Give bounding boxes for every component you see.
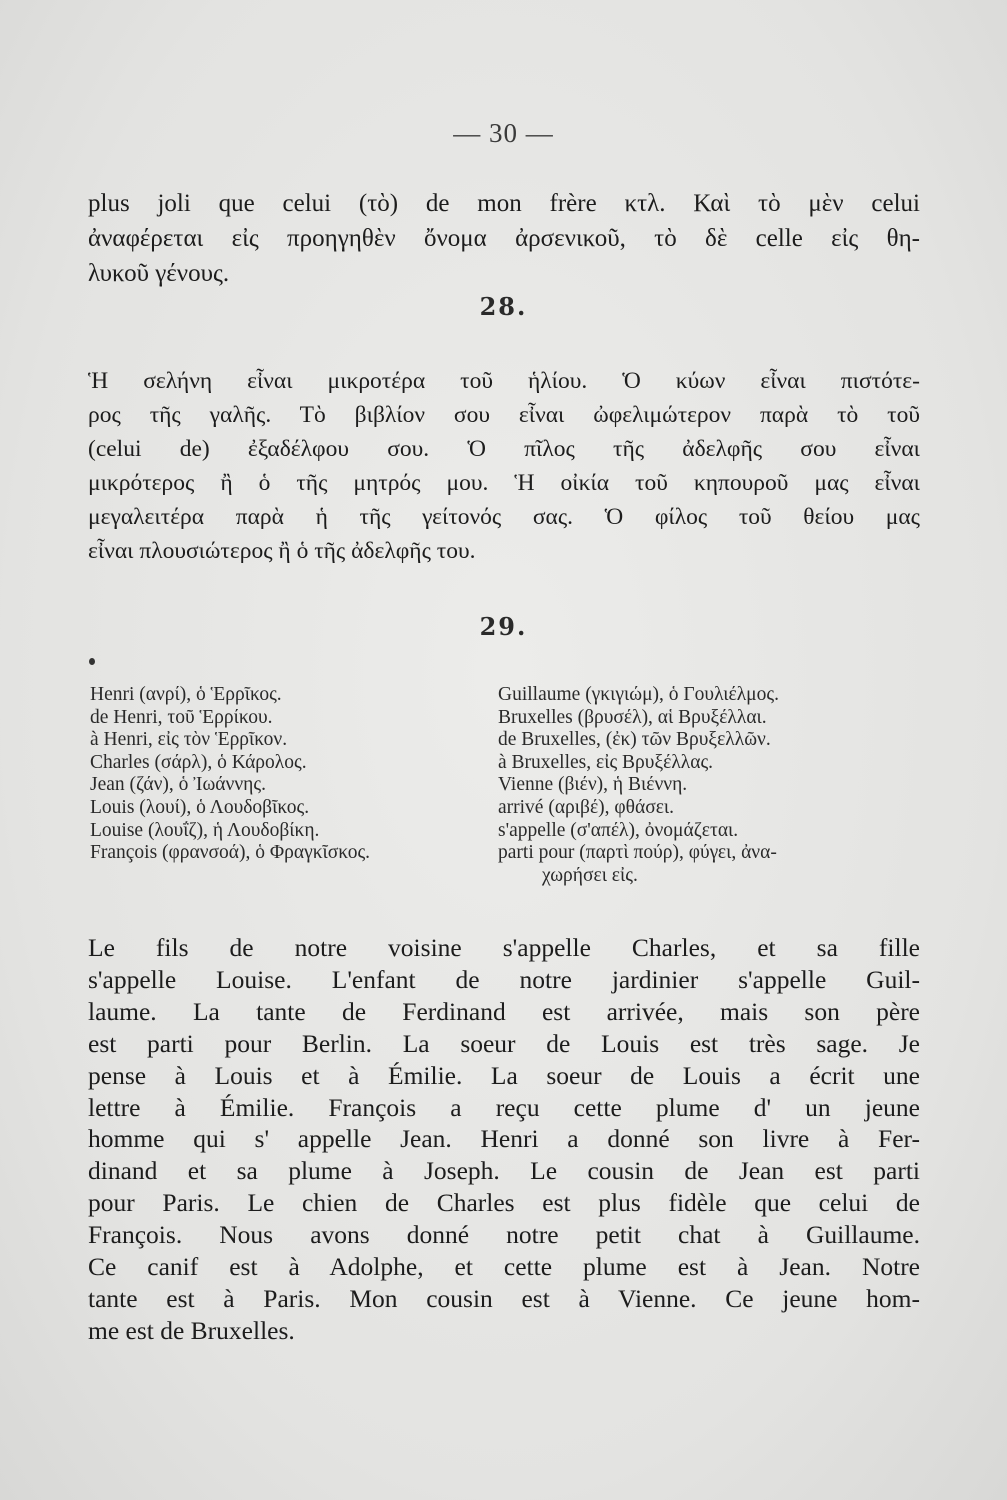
section-28-line: μεγαλειτέρα παρὰ ἡ τῆς γείτονός σας. Ὁ φίλος τοῦ θείου μας bbox=[88, 504, 920, 530]
exercise-line: lettre à Émilie. François a reçu cette plume d' un jeune bbox=[88, 1092, 920, 1122]
vocab-entry: Jean (ζάν), ὁ Ἰωάννης. bbox=[90, 774, 266, 796]
vocab-entry: Louise (λουΐζ), ἡ Λουδοβίκη. bbox=[90, 819, 320, 841]
section-29-heading: 29. bbox=[479, 612, 528, 641]
exercise-line: est parti pour Berlin. La soeur de Louis est très sage. Je bbox=[88, 1028, 920, 1058]
vocab-entry: χωρήσει εἰς. bbox=[542, 864, 638, 886]
vocab-entry: arrivé (αριβέ), φθάσει. bbox=[498, 796, 675, 818]
exercise-line: pense à Louis et à Émilie. La soeur de Louis a écrit une bbox=[88, 1060, 920, 1090]
exercise-line: homme qui s' appelle Jean. Henri a donné son livre à Fer- bbox=[88, 1124, 920, 1154]
vocab-entry: de Henri, τοῦ Ἑρρίκου. bbox=[90, 706, 273, 728]
exercise-line: dinand et sa plume à Joseph. Le cousin de Jean est parti bbox=[88, 1156, 920, 1186]
page-number: — 30 — bbox=[453, 118, 554, 148]
vocab-list-left bbox=[90, 684, 490, 865]
exercise-paragraph bbox=[88, 932, 920, 1347]
exercise-line: me est de Bruxelles. bbox=[88, 1315, 295, 1345]
exercise-line: laume. La tante de Ferdinand est arrivée, mais son père bbox=[88, 996, 920, 1026]
exercise-line: tante est à Paris. Mon cousin est à Vienne. Ce jeune hom- bbox=[88, 1283, 920, 1313]
exercise-line: Ce canif est à Adolphe, et cette plume est à Jean. Notre bbox=[88, 1252, 920, 1282]
exercise-line: s'appelle Louise. L'enfant de notre jardinier s'appelle Guil- bbox=[88, 964, 920, 994]
vocab-entry: Vienne (βιέν), ἡ Βιέννη. bbox=[498, 774, 688, 796]
section-28-heading: 28. bbox=[479, 292, 528, 321]
vocab-entry: s'appelle (σ'απέλ), ὀνομάζεται. bbox=[498, 819, 739, 841]
vocab-entry: Louis (λουί), ὁ Λουδοβῖκος. bbox=[90, 796, 310, 818]
section-28-line: μικρότερος ἢ ὁ τῆς μητρός μου. Ἡ οἰκία τοῦ κηπουροῦ μας εἶναι bbox=[88, 470, 920, 496]
vocab-entry: de Bruxelles, (ἐκ) τῶν Βρυξελλῶν. bbox=[498, 729, 771, 751]
exercise-line: François. Nous avons donné notre petit chat à Guillaume. bbox=[88, 1220, 920, 1250]
section-28-line: (celui de) ἐξαδέλφου σου. Ὁ πῖλος τῆς ἀδελφῆς σου εἶναι bbox=[88, 436, 920, 462]
intro-line: ἀναφέρεται εἰς προηγηθὲν ὄνομα ἀρσενικοῦ, τὸ δὲ celle εἰς θη- bbox=[88, 225, 920, 252]
vocab-entry: Henri (ανρί), ὁ Ἑρρῖκος. bbox=[90, 684, 282, 705]
section-28-line: Ἡ σελήνη εἶναι μικροτέρα τοῦ ἡλίου. Ὁ κύων εἶναι πιστότε- bbox=[88, 368, 920, 394]
section-28-line: ρος τῆς γαλῆς. Τὸ βιβλίον σου εἶναι ὠφελιμώτερον παρὰ τὸ τοῦ bbox=[88, 402, 920, 428]
exercise-line: pour Paris. Le chien de Charles est plus fidèle que celui de bbox=[88, 1188, 920, 1218]
ink-dot bbox=[89, 658, 95, 665]
vocab-entry: Guillaume (γκιγιώμ), ὁ Γουλιέλμος. bbox=[498, 684, 779, 705]
intro-line: plus joli que celui (τὸ) de mon frère κτλ. Καὶ τὸ μὲν celui bbox=[88, 190, 920, 217]
vocab-entry: parti pour (παρτὶ πούρ), φύγει, ἀνα- bbox=[498, 842, 777, 864]
vocab-list-right bbox=[498, 684, 923, 887]
intro-paragraph bbox=[88, 186, 920, 291]
section-28-line: εἶναι πλουσιώτερος ἢ ὁ τῆς ἀδελφῆς του. bbox=[88, 538, 476, 564]
vocab-entry: François (φρανσοά), ὁ Φραγκῖσκος. bbox=[90, 842, 371, 864]
vocab-entry: à Henri, εἰς τὸν Ἑρρῖκον. bbox=[90, 729, 288, 751]
exercise-line: Le fils de notre voisine s'appelle Charles, et sa fille bbox=[88, 933, 920, 962]
vocab-entry: Charles (σάρλ), ὁ Κάρολος. bbox=[90, 751, 307, 773]
vocab-entry: Bruxelles (βρυσέλ), αἱ Βρυξέλλαι. bbox=[498, 706, 767, 728]
vocab-entry: à Bruxelles, εἰς Βρυξέλλας. bbox=[498, 751, 714, 773]
intro-line: λυκοῦ γένους. bbox=[88, 260, 230, 287]
section-28-paragraph bbox=[88, 364, 920, 568]
